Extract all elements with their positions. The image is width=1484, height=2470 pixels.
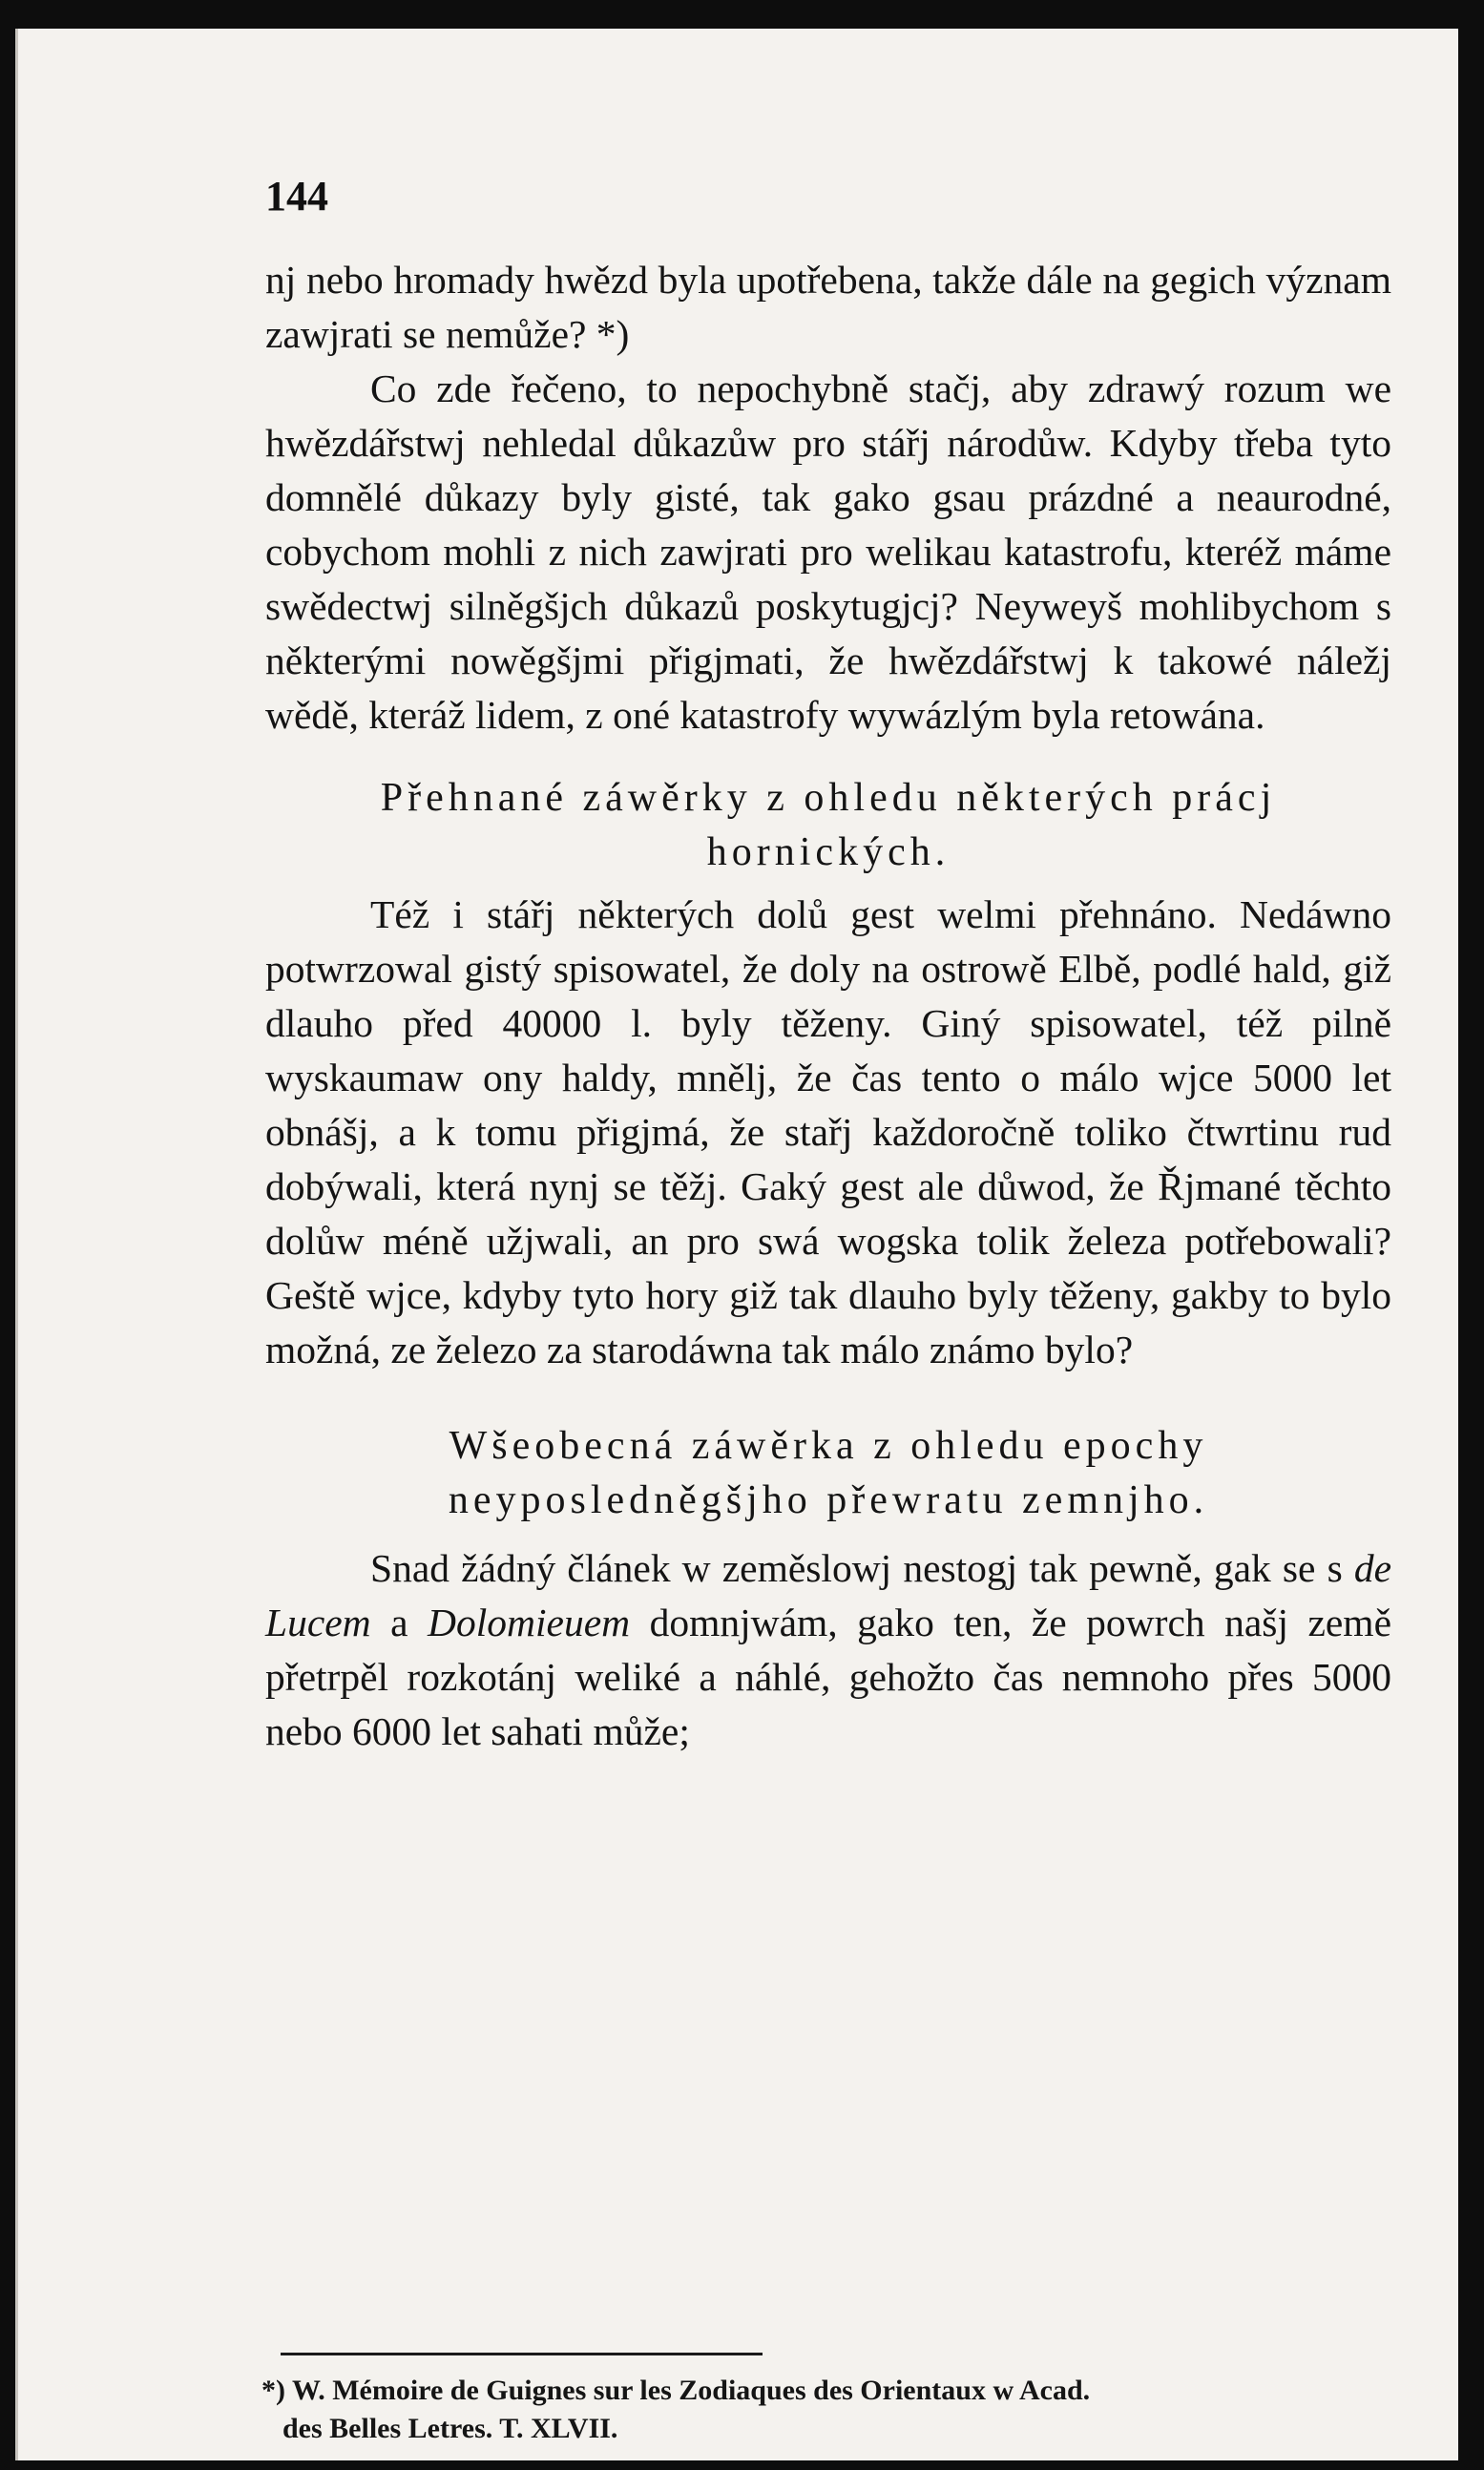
footnote xyxy=(261,2372,1388,2448)
paragraph-text: a xyxy=(370,1601,428,1644)
paragraph xyxy=(265,1541,1391,1759)
footnote-text: des Belles Letres. T. XLVII. xyxy=(282,2413,618,2444)
footnote-marker: *) xyxy=(261,2375,285,2406)
paragraph-continuation: nj nebo hromady hwězd byla upotřebena, takže dále na gegich význam zawjrati se nemůže? *) xyxy=(265,258,1391,356)
footnote-text: W. Mémoire de Guignes sur les Zodiaques des Orientaux w Acad. xyxy=(291,2375,1091,2406)
footnote-divider xyxy=(281,2353,763,2355)
page-number: 144 xyxy=(265,173,328,220)
paragraph: Co zde řečeno, to nepochybně stačj, aby zdrawý rozum we hwězdářstwj nehledal důkazůw pro stářj národůw. Kdyby třeba tyto domnělé důkazy byly gisté, tak gako gsau prázdné a neaurodné, cobychom mohli z nich zawjrati pro welikau katastrofu, kteréž máme swědectwj silněgšjch důkazů poskytugjcj? Neyweyš mohlibychom s některými nowěgšjmi přigjmati, že hwězdářstwj k takowé náležj wědě, kteráž lidem, z oné katastrofy wywázlým byla retowána. xyxy=(265,366,1391,737)
paragraph: Též i stářj některých dolů gest welmi přehnáno. Nedáwno potwrzowal gistý spisowatel, že doly na ostrowě Elbě, podlé hald, giž dlauho před 40000 l. byly těženy. Giný spisowatel, též pilně wyskaumaw ony haldy, mnělj, že čas tento o málo wjce 5000 let obnášj, a k tomu přigjmá, že stařj každoročně toliko čtwrtinu rud dobýwali, která nynj se těžj. Gaký gest ale důwod, že Řjmané těchto dolůw méně užjwali, an pro swá wogska tolik železa potřebowali? Geště wjce, kdyby tyto hory giž tak dlauho byly těženy, gakby to bylo možná, ze železo za starodáwna tak málo známo bylo? xyxy=(265,892,1391,1371)
page-edge xyxy=(15,29,18,2460)
section-heading: Wšeobecná záwěrka z ohledu epochy neyposledněgšjho přewratu zemnjho. xyxy=(448,1424,1209,1522)
paragraph-text: domnjwám, gako ten, že powrch našj země přetrpěl rozkotánj weliké a náhlé, gehožto čas nemnoho přes 5000 nebo 6000 let sahati může; xyxy=(265,1601,1391,1753)
section-heading: Přehnané záwěrky z ohledu některých prácj hornických. xyxy=(380,776,1277,874)
book-page xyxy=(15,29,1458,2460)
body-text xyxy=(265,253,1391,1759)
paragraph-text: Snad žádný článek w zeměslowj nestogj tak pewně, gak se s xyxy=(370,1546,1354,1590)
author-name: Dolomieuem xyxy=(428,1601,631,1644)
author-name: de Lucem xyxy=(265,1546,1391,1644)
